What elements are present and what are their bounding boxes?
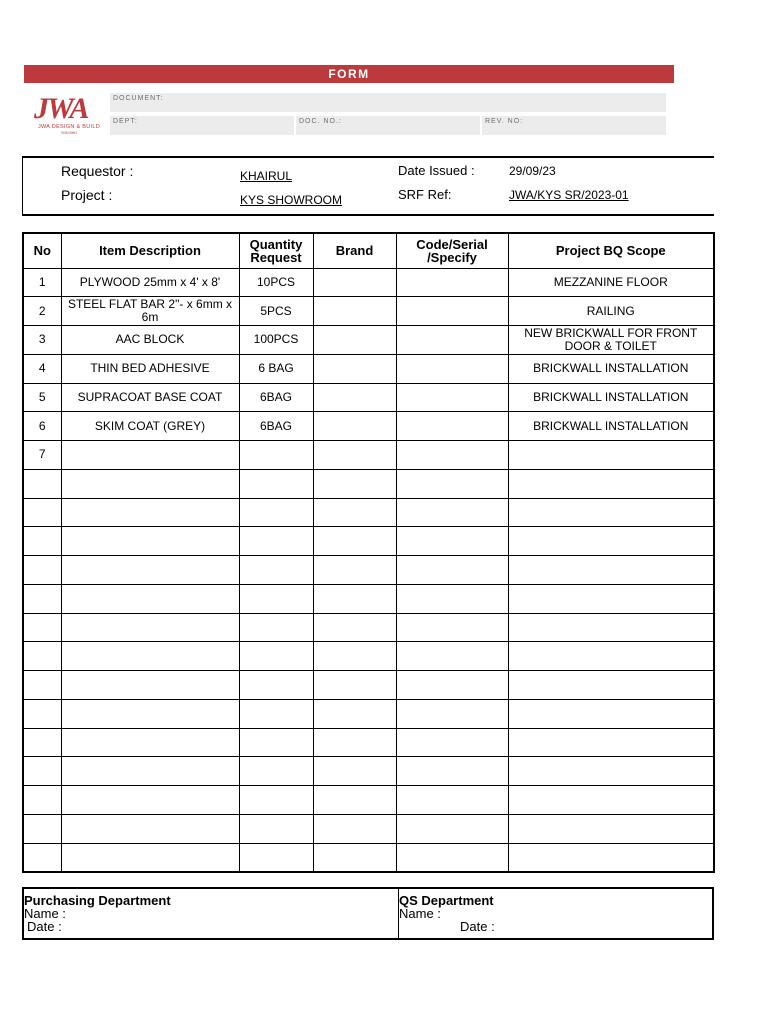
cell-brand[interactable] xyxy=(313,757,396,786)
cell-scope[interactable] xyxy=(508,843,714,872)
cell-no[interactable]: 7 xyxy=(23,441,61,470)
cell-brand[interactable] xyxy=(313,412,396,441)
cell-brand[interactable] xyxy=(313,383,396,412)
cell-brand[interactable] xyxy=(313,814,396,843)
cell-description[interactable] xyxy=(61,757,239,786)
qs-title: QS Department xyxy=(399,893,494,908)
project-value[interactable]: KYS SHOWROOM xyxy=(240,193,343,207)
cell-quantity[interactable] xyxy=(239,699,313,728)
table-row xyxy=(23,613,714,642)
col-header-no: No xyxy=(23,233,61,268)
cell-description[interactable]: PLYWOOD 25mm x 4' x 8' xyxy=(61,268,239,297)
cell-quantity[interactable] xyxy=(239,757,313,786)
cell-no[interactable] xyxy=(23,613,61,642)
cell-brand[interactable] xyxy=(313,268,396,297)
table-row xyxy=(23,699,714,728)
cell-scope[interactable] xyxy=(508,671,714,700)
cell-quantity[interactable] xyxy=(239,584,313,613)
items-table xyxy=(22,232,715,873)
cell-code[interactable] xyxy=(396,757,508,786)
doc-no-field[interactable] xyxy=(296,116,480,135)
cell-description[interactable]: STEEL FLAT BAR 2"- x 6mm x 6m xyxy=(61,297,239,326)
cell-code[interactable] xyxy=(396,527,508,556)
cell-scope[interactable] xyxy=(508,527,714,556)
requestor-label: Requestor : xyxy=(61,163,134,179)
cell-no[interactable]: 4 xyxy=(23,354,61,383)
cell-scope[interactable] xyxy=(508,498,714,527)
rev-no-label: REV. NO: xyxy=(485,118,524,125)
table-row xyxy=(23,326,714,355)
cell-brand[interactable] xyxy=(313,699,396,728)
cell-no[interactable] xyxy=(23,728,61,757)
table-row xyxy=(23,469,714,498)
form-title-banner: FORM xyxy=(24,65,674,83)
cell-description[interactable] xyxy=(61,469,239,498)
cell-no[interactable]: 5 xyxy=(23,383,61,412)
cell-code[interactable] xyxy=(396,297,508,326)
cell-description[interactable] xyxy=(61,814,239,843)
cell-description[interactable]: SKIM COAT (GREY) xyxy=(61,412,239,441)
requestor-value[interactable]: KHAIRUL xyxy=(240,169,293,183)
cell-description[interactable] xyxy=(61,786,239,815)
cell-quantity[interactable]: 6BAG xyxy=(239,383,313,412)
table-row xyxy=(23,268,714,297)
cell-description[interactable] xyxy=(61,671,239,700)
cell-description[interactable]: AAC BLOCK xyxy=(61,326,239,355)
dept-label: DEPT: xyxy=(113,118,138,125)
cell-code[interactable] xyxy=(396,268,508,297)
cell-scope[interactable]: NEW BRICKWALL FOR FRONT DOOR & TOILET xyxy=(508,326,714,355)
cell-scope[interactable] xyxy=(508,757,714,786)
cell-description[interactable] xyxy=(61,699,239,728)
cell-code[interactable] xyxy=(396,354,508,383)
table-row xyxy=(23,584,714,613)
cell-quantity[interactable] xyxy=(239,642,313,671)
cell-brand[interactable] xyxy=(313,498,396,527)
cell-no[interactable] xyxy=(23,699,61,728)
document-label: DOCUMENT: xyxy=(113,95,164,102)
cell-brand[interactable] xyxy=(313,469,396,498)
table-row xyxy=(23,757,714,786)
cell-no[interactable] xyxy=(23,671,61,700)
cell-no[interactable] xyxy=(23,584,61,613)
cell-description[interactable] xyxy=(61,613,239,642)
logo-mark: JWA xyxy=(34,92,88,125)
cell-no[interactable]: 2 xyxy=(23,297,61,326)
cell-scope[interactable] xyxy=(508,728,714,757)
table-row xyxy=(23,354,714,383)
cell-code[interactable] xyxy=(396,699,508,728)
cell-scope[interactable]: RAILING xyxy=(508,297,714,326)
cell-quantity[interactable] xyxy=(239,469,313,498)
cell-code[interactable] xyxy=(396,412,508,441)
cell-code[interactable] xyxy=(396,843,508,872)
cell-code[interactable] xyxy=(396,441,508,470)
cell-scope[interactable]: MEZZANINE FLOOR xyxy=(508,268,714,297)
cell-scope[interactable] xyxy=(508,699,714,728)
doc-no-label: DOC. NO.: xyxy=(299,118,342,125)
cell-brand[interactable] xyxy=(313,354,396,383)
dept-field[interactable] xyxy=(110,116,294,135)
cell-brand[interactable] xyxy=(313,642,396,671)
cell-scope[interactable] xyxy=(508,642,714,671)
col-header-code: Code/Serial /Specify xyxy=(396,233,508,268)
cell-no[interactable] xyxy=(23,556,61,585)
cell-quantity[interactable] xyxy=(239,843,313,872)
table-row xyxy=(23,412,714,441)
table-row xyxy=(23,383,714,412)
cell-no[interactable]: 3 xyxy=(23,326,61,355)
cell-brand[interactable] xyxy=(313,556,396,585)
cell-description[interactable] xyxy=(61,642,239,671)
srf-ref-value[interactable]: JWA/KYS SR/2023-01 xyxy=(509,188,629,202)
cell-brand[interactable] xyxy=(313,584,396,613)
signoff-section xyxy=(22,887,714,940)
cell-brand[interactable] xyxy=(313,527,396,556)
cell-code[interactable] xyxy=(396,498,508,527)
table-row xyxy=(23,728,714,757)
cell-scope[interactable] xyxy=(508,584,714,613)
cell-no[interactable] xyxy=(23,814,61,843)
cell-code[interactable] xyxy=(396,814,508,843)
cell-quantity[interactable] xyxy=(239,613,313,642)
logo-subtitle: JWA DESIGN & BUILD xyxy=(37,124,101,130)
cell-quantity[interactable] xyxy=(239,786,313,815)
document-field[interactable] xyxy=(110,93,666,112)
cell-no[interactable] xyxy=(23,527,61,556)
cell-scope[interactable] xyxy=(508,469,714,498)
cell-no[interactable]: 6 xyxy=(23,412,61,441)
cell-no[interactable] xyxy=(23,469,61,498)
cell-scope[interactable] xyxy=(508,613,714,642)
cell-quantity[interactable]: 6BAG xyxy=(239,412,313,441)
cell-brand[interactable] xyxy=(313,613,396,642)
table-row xyxy=(23,527,714,556)
cell-quantity[interactable]: 10PCS xyxy=(239,268,313,297)
table-row xyxy=(23,556,714,585)
cell-description[interactable] xyxy=(61,843,239,872)
cell-brand[interactable] xyxy=(313,326,396,355)
cell-code[interactable] xyxy=(396,383,508,412)
cell-code[interactable] xyxy=(396,613,508,642)
project-label: Project : xyxy=(61,187,113,203)
cell-no[interactable] xyxy=(23,498,61,527)
cell-scope[interactable] xyxy=(508,786,714,815)
purchasing-name-label[interactable]: Name : xyxy=(24,906,66,921)
request-header xyxy=(22,156,714,216)
cell-brand[interactable] xyxy=(313,728,396,757)
table-row xyxy=(23,297,714,326)
cell-scope[interactable]: BRICKWALL INSTALLATION xyxy=(508,412,714,441)
qs-name-label[interactable]: Name : xyxy=(399,906,441,921)
cell-description[interactable] xyxy=(61,728,239,757)
company-logo xyxy=(30,92,110,138)
cell-code[interactable] xyxy=(396,642,508,671)
cell-no[interactable] xyxy=(23,757,61,786)
cell-no[interactable] xyxy=(23,642,61,671)
cell-code[interactable] xyxy=(396,671,508,700)
cell-scope[interactable]: BRICKWALL INSTALLATION xyxy=(508,383,714,412)
cell-scope[interactable]: BRICKWALL INSTALLATION xyxy=(508,354,714,383)
cell-no[interactable] xyxy=(23,786,61,815)
cell-brand[interactable] xyxy=(313,441,396,470)
cell-no[interactable]: 1 xyxy=(23,268,61,297)
col-header-scope: Project BQ Scope xyxy=(508,233,714,268)
cell-description[interactable] xyxy=(61,527,239,556)
cell-quantity[interactable] xyxy=(239,556,313,585)
cell-quantity[interactable] xyxy=(239,441,313,470)
cell-quantity[interactable]: 5PCS xyxy=(239,297,313,326)
date-issued-label: Date Issued : xyxy=(398,163,475,178)
cell-quantity[interactable]: 100PCS xyxy=(239,326,313,355)
cell-scope[interactable] xyxy=(508,814,714,843)
cell-brand[interactable] xyxy=(313,843,396,872)
qs-date-label[interactable]: Date : xyxy=(460,919,495,934)
cell-scope[interactable] xyxy=(508,441,714,470)
cell-quantity[interactable] xyxy=(239,814,313,843)
cell-code[interactable] xyxy=(396,469,508,498)
cell-description[interactable] xyxy=(61,498,239,527)
table-header-row xyxy=(23,233,714,268)
cell-quantity[interactable] xyxy=(239,498,313,527)
cell-code[interactable] xyxy=(396,786,508,815)
cell-description[interactable]: SUPRACOAT BASE COAT xyxy=(61,383,239,412)
purchasing-date-label[interactable]: Date : xyxy=(27,919,62,934)
table-row xyxy=(23,814,714,843)
table-row xyxy=(23,671,714,700)
col-header-brand: Brand xyxy=(313,233,396,268)
cell-brand[interactable] xyxy=(313,786,396,815)
cell-brand[interactable] xyxy=(313,297,396,326)
rev-no-field[interactable] xyxy=(482,116,666,135)
table-row xyxy=(23,498,714,527)
date-issued-value[interactable]: 29/09/23 xyxy=(509,164,556,178)
cell-no[interactable] xyxy=(23,843,61,872)
cell-description[interactable] xyxy=(61,441,239,470)
cell-code[interactable] xyxy=(396,728,508,757)
cell-brand[interactable] xyxy=(313,671,396,700)
cell-description[interactable]: THIN BED ADHESIVE xyxy=(61,354,239,383)
purchasing-title: Purchasing Department xyxy=(24,893,171,908)
col-header-quantity: Quantity Request xyxy=(239,233,313,268)
cell-code[interactable] xyxy=(396,326,508,355)
logo-tagline: SDN BHD xyxy=(61,131,77,135)
cell-code[interactable] xyxy=(396,556,508,585)
cell-description[interactable] xyxy=(61,556,239,585)
cell-description[interactable] xyxy=(61,584,239,613)
srf-ref-label: SRF Ref: xyxy=(398,187,452,202)
cell-quantity[interactable] xyxy=(239,671,313,700)
table-row xyxy=(23,843,714,872)
cell-quantity[interactable] xyxy=(239,728,313,757)
table-row xyxy=(23,786,714,815)
cell-quantity[interactable]: 6 BAG xyxy=(239,354,313,383)
table-row xyxy=(23,642,714,671)
table-row xyxy=(23,441,714,470)
col-header-description: Item Description xyxy=(61,233,239,268)
cell-quantity[interactable] xyxy=(239,527,313,556)
cell-scope[interactable] xyxy=(508,556,714,585)
cell-code[interactable] xyxy=(396,584,508,613)
